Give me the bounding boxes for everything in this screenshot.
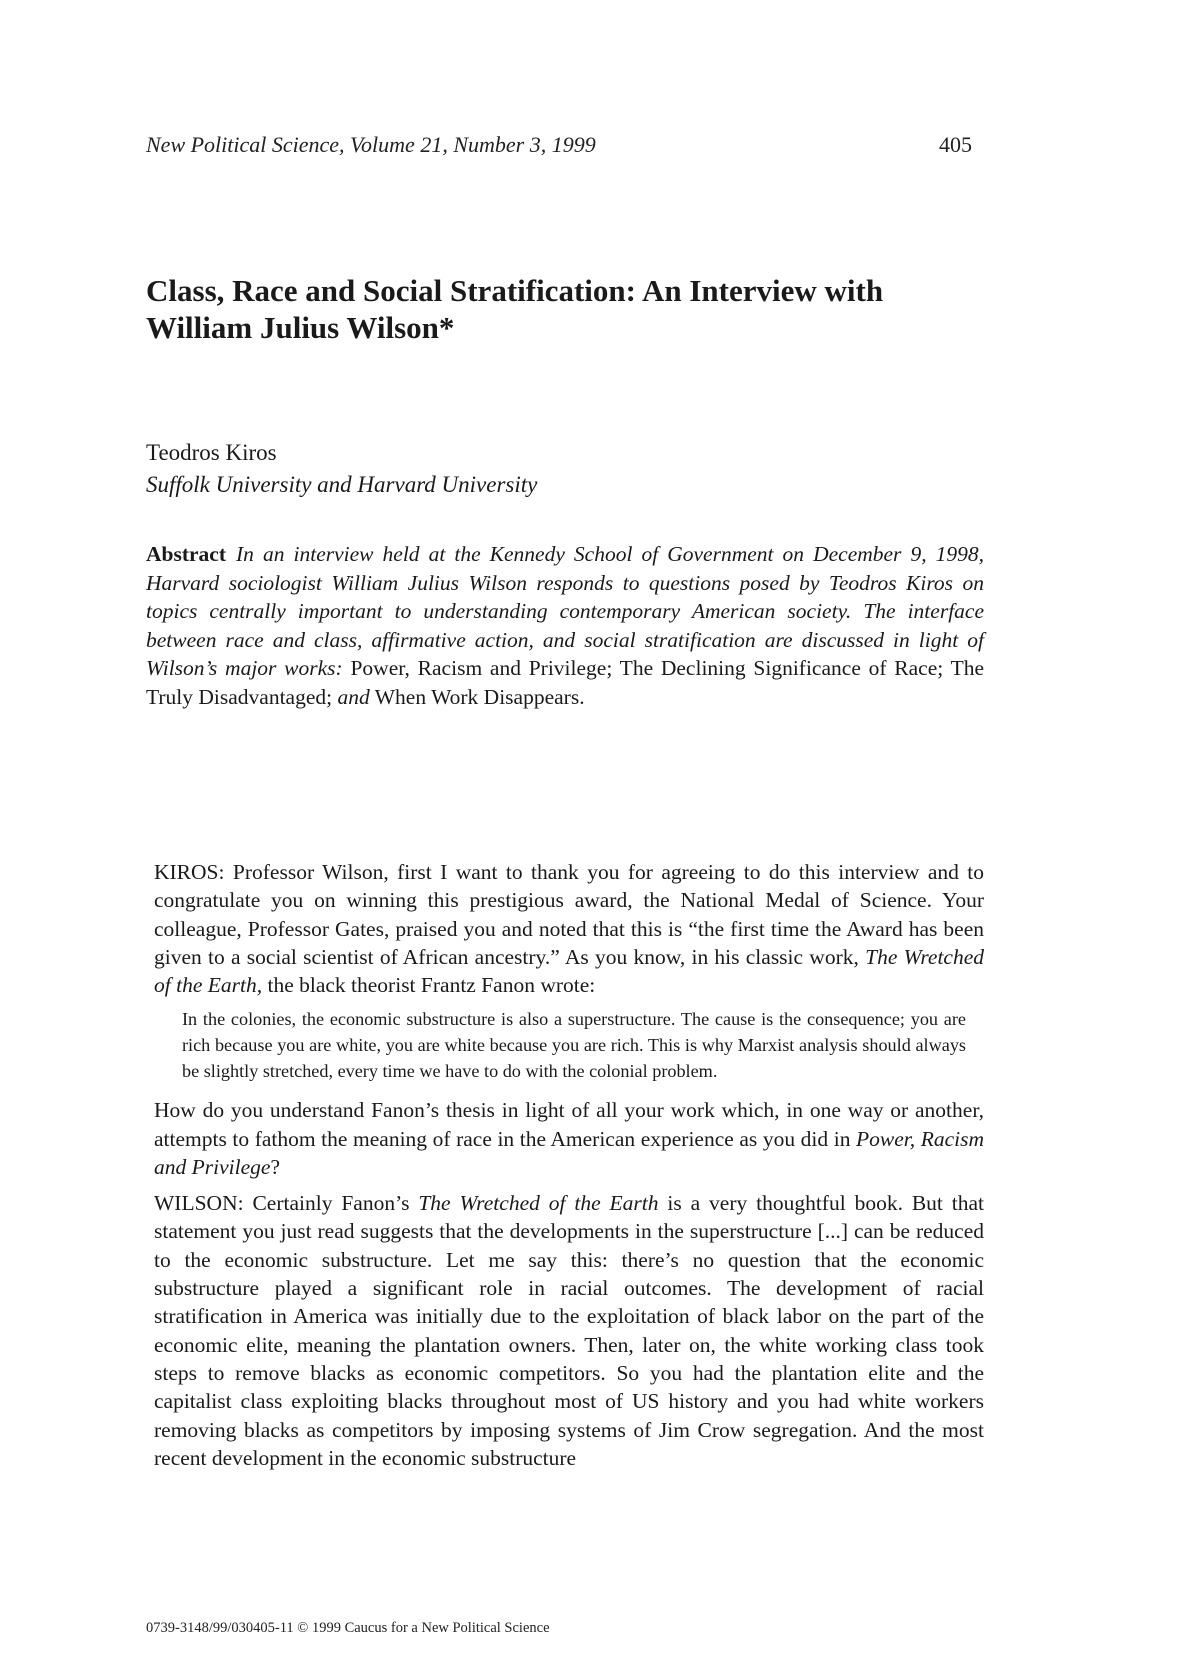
abstract-intro: In an interview held at the Kennedy School of Government on December 9, 1998, Harvard sociologist William Julius Wilson responds to questions posed by Teodros Kiros on topics centrally important to understanding contemporary American society. The interface between race and class, affirmative action, and social stratification are discussed in light of Wilson’s major works: [146,542,984,680]
article-title: Class, Race and Social Stratification: An Interview with William Julius Wilson* [146,273,884,345]
paragraph-text: How do you understand Fanon’s thesis in light of all your work which, in one way or another, attempts to fathom the meaning of race in the American experience as you did in [154,1098,984,1151]
paragraph-text: the black theorist Frantz Fanon wrote: [267,973,596,998]
abstract [146,540,984,711]
paragraph-wilson-answer [154,1189,984,1472]
block-quote: In the colonies, the economic substructure is also a superstructure. The cause is the consequence; you are rich because you are white, you are white because you are rich. This is why Marxist analysis should always be slightly stretched, every time we have to do with the colonial problem. [182,1009,966,1081]
page-number: 405 [939,132,972,157]
author-name: Teodros Kiros [146,440,277,465]
abstract-and: and [337,684,370,709]
author-affiliation: Suffolk University and Harvard University [146,472,538,497]
book-title: Power, Racism and Privilege [154,1126,985,1179]
paragraph-kiros-question [154,858,984,999]
paragraph-text: WILSON: Certainly Fanon’s [154,1191,410,1216]
abstract-last-work: When Work Disappears. [374,684,585,709]
book-title: The Wretched of the Earth, [154,944,985,998]
paragraph-text: ? [270,1154,280,1179]
paragraph-kiros-followup [154,1096,984,1181]
article-body [154,858,984,1480]
paragraph-text: KIROS: Professor Wilson, first I want to thank you for agreeing to do this interview and to congratulate you on winning this prestigious award, the National Medal of Science. Your colleague, Professor Gates, praised you and noted that this is “the first time the Award has been given to a social scientist of African ancestry.” As you know, in his classic work, [154,860,984,969]
abstract-works: Power, Racism and Privilege; The Declining Significance of Race; The Truly Disadvantaged; [146,656,985,709]
running-head: New Political Science, Volume 21, Number 3, 1999 [146,132,596,157]
paragraph-text: is a very thoughtful book. But that statement you just read suggests that the developments in the superstructure [...] can be reduced to the economic substructure. Let me say this: there’s no question that the economic substructure played a significant role in racial outcomes. The development of racial stratification in America was initially due to the exploitation of black labor on the part of the economic elite, meaning the plantation owners. Then, later on, the white working class took steps to remove blacks as economic competitors. So you had the plantation elite and the capitalist class exploiting blacks throughout most of US history and you had white workers removing blacks as competitors by imposing systems of Jim Crow segregation. And the most recent development in the economic substructure [154,1191,985,1470]
book-title: The Wretched of the Earth [418,1191,659,1216]
copyright-footer: 0739-3148/99/030405-11 © 1999 Caucus for a New Political Science [146,1620,550,1636]
abstract-label: Abstract [146,542,227,566]
